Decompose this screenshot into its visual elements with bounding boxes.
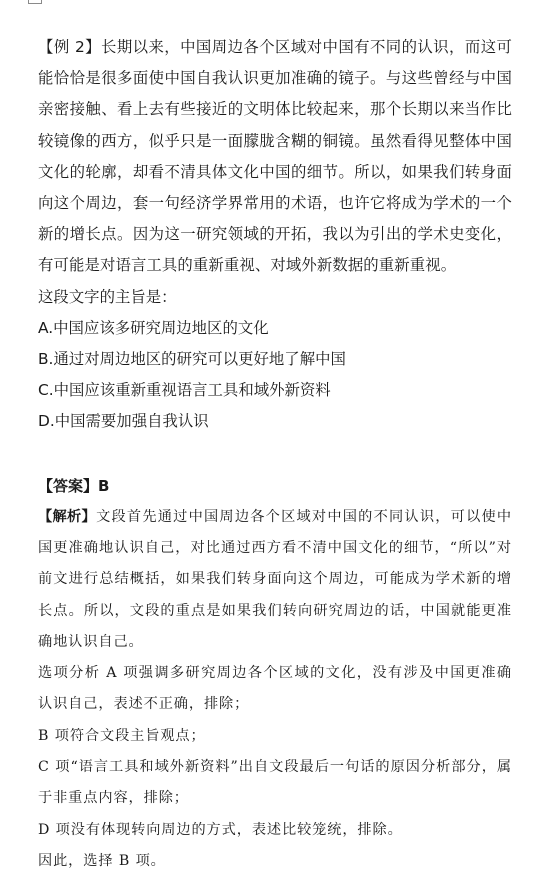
answer-line — [38, 471, 512, 502]
example-tag: 【例 2】 — [38, 38, 102, 56]
option-analysis-b: B 项符合文段主旨观点； — [38, 727, 206, 744]
analysis-conclusion: 因此，选择 B 项。 — [38, 852, 166, 869]
option-b: B.通过对周边地区的研究可以更好地了解中国 — [38, 350, 346, 369]
document-body — [38, 32, 512, 877]
option-analysis-intro: 选项分析 — [38, 665, 101, 682]
option-analysis-a — [38, 658, 512, 721]
answer-label: 【答案】 — [38, 476, 99, 495]
analysis-paragraph — [38, 502, 512, 658]
question-prompt: 这段文字的主旨是： — [38, 287, 177, 306]
question-passage — [38, 32, 512, 282]
answer-value: B — [98, 476, 110, 495]
analysis-text: 文段首先通过中国周边各个区域对中国的不同认识，可以使中国更准确地认识自己，对比通过西方看不清中国文化的细节，“所以”对前文进行总结概括，如果我们转身面向这个周边，可能成为学术新的增长点。所以，文段的重点是如果我们转向研究周边的话，中国就能更准确地认识自己。 — [38, 508, 512, 650]
passage-text: 长期以来，中国周边各个区域对中国有不同的认识，而这可能恰恰是很多面使中国自我认识更加准确的镜子。与这些曾经与中国亲密接触、看上去有些接近的文明体比较起来，那个长期以来当作比较镜像的西方，似乎只是一面朦胧含糊的铜镜。虽然看得见整体中国文化的轮廓，却看不清具体文化中国的细节。所以，如果我们转身面向这个周边，套一句经济学界常用的术语，也许它将成为学术的一个新的增长点。因为这一研究领域的开拓，我以为引出的学术史变化，有可能是对语言工具的重新重视、对域外新数据的重新重视。 — [38, 38, 513, 275]
option-d: D.中国需要加强自我认识 — [38, 412, 209, 431]
analysis-label: 【解析】 — [38, 508, 97, 525]
option-analysis-a-text: A 项强调多研究周边各个区域的文化，没有涉及中国更准确认识自己，表述不正确，排除； — [38, 665, 512, 713]
option-analysis-d: D 项没有体现转向周边的方式，表述比较笼统，排除。 — [38, 821, 403, 838]
page-corner-mark — [28, 0, 42, 4]
section-spacer — [38, 438, 512, 469]
option-a: A.中国应该多研究周边地区的文化 — [38, 318, 269, 337]
option-analysis-c: C 项“语言工具和域外新资料”出自文段最后一句话的原因分析部分，属于非重点内容，排除； — [38, 759, 512, 807]
option-c: C.中国应该重新重视语言工具和域外新资料 — [38, 381, 331, 400]
